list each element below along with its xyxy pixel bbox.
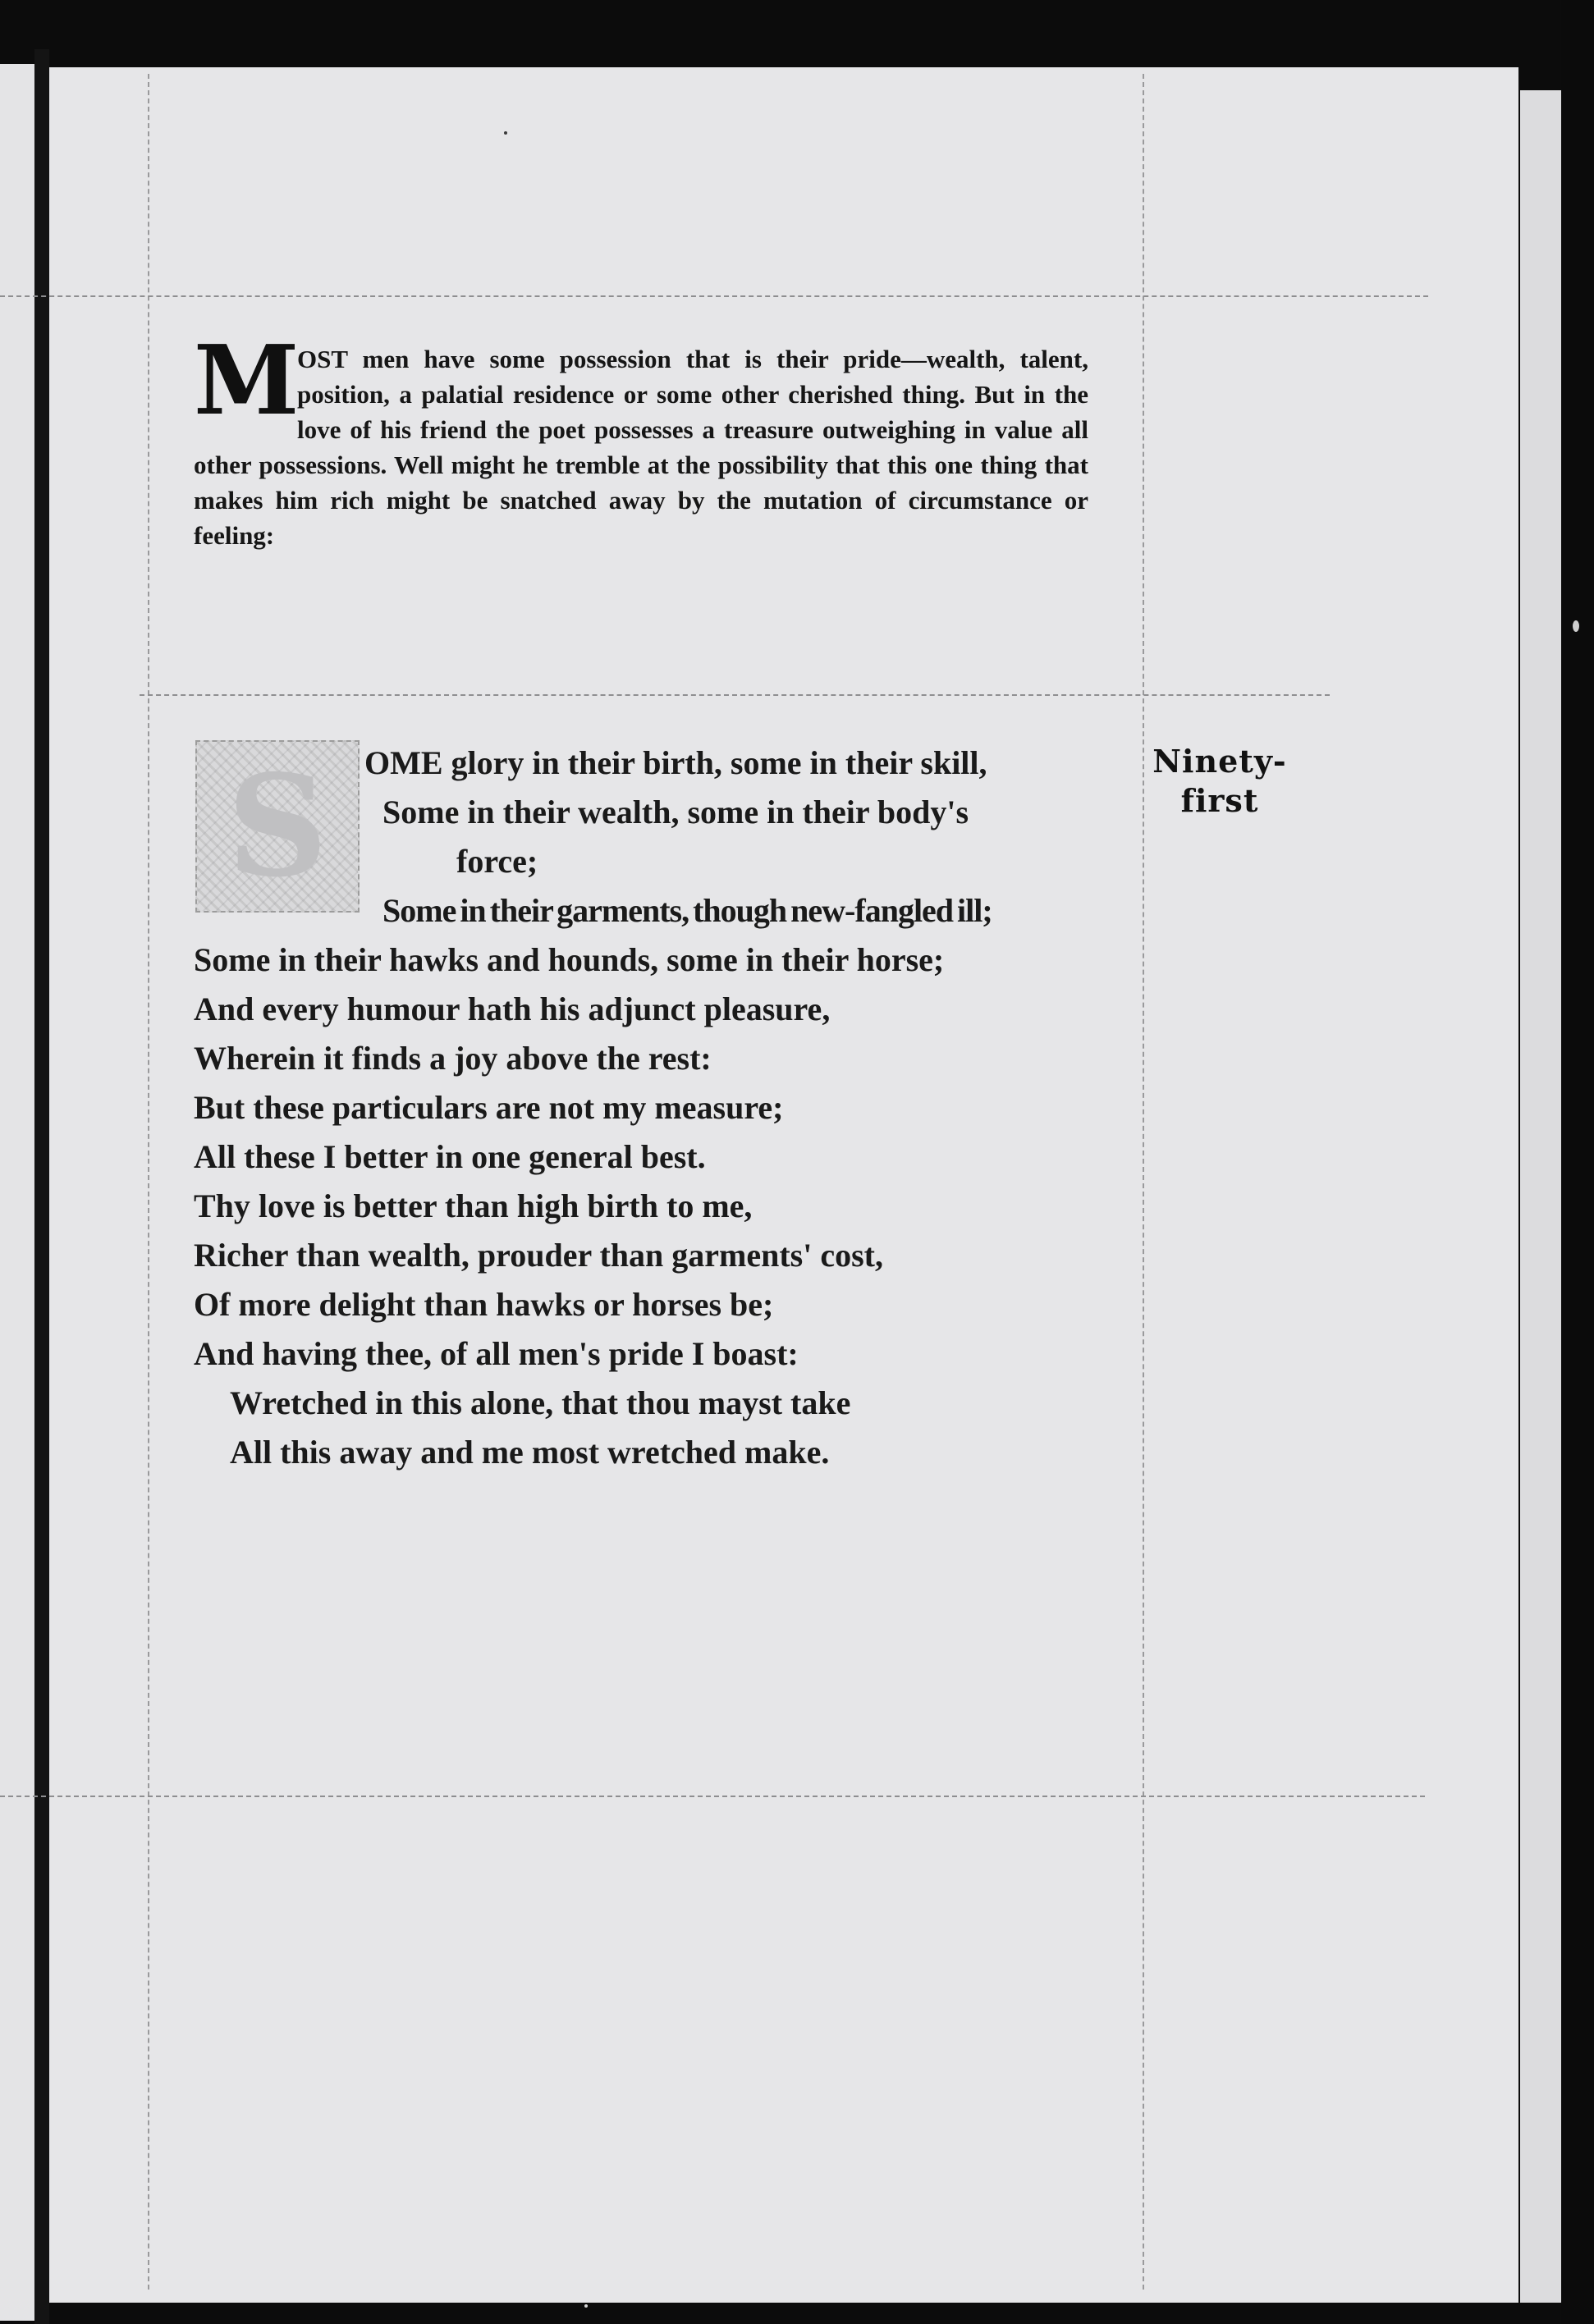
adjacent-page-edge	[0, 64, 34, 2321]
sonnet-line	[194, 1132, 1113, 1182]
scan-background-right	[1561, 0, 1594, 2324]
sonnet-line-text: And having thee, of all men's pride I boast:	[194, 1335, 799, 1372]
sonnet-line	[194, 1428, 1113, 1477]
sonnet-line	[194, 1231, 1113, 1280]
sonnet-line	[194, 936, 1113, 985]
page-stack-edge	[1520, 90, 1561, 2306]
sonnet-line	[194, 739, 1113, 788]
guide-line-bottom	[0, 1796, 1425, 1797]
sonnet-number-heading	[1146, 742, 1294, 821]
sonnet-number-line2: first	[1180, 782, 1259, 819]
sonnet-line-text: Wretched in this alone, that thou mayst take	[230, 1384, 851, 1421]
guide-line-right	[1143, 74, 1144, 2290]
sonnet-line-text: And every humour hath his adjunct pleasure,	[194, 990, 831, 1027]
sonnet-line	[194, 1379, 1113, 1428]
sonnet-line-text: Some in their hawks and hounds, some in their horse;	[194, 941, 945, 978]
sonnet-line-text: All this away and me most wretched make.	[230, 1434, 830, 1471]
paper-mark	[504, 131, 507, 135]
sonnet-line-text: All these I better in one general best.	[194, 1138, 706, 1175]
sonnet-line	[194, 788, 1113, 837]
sonnet-line-text: But these particulars are not my measure;	[194, 1089, 784, 1126]
sonnet-drop-letter: S	[227, 744, 328, 908]
sonnet-line-text: Some in their wealth, some in their body's	[382, 794, 969, 830]
sonnet-line	[194, 1280, 1113, 1329]
guide-line-left	[148, 74, 149, 2290]
sonnet-body	[194, 739, 1113, 1477]
sonnet-line-text: Richer than wealth, prouder than garments' cost,	[194, 1237, 883, 1274]
guide-line-middle	[140, 694, 1330, 696]
sonnet-line	[194, 837, 1113, 886]
sonnet-line	[194, 1329, 1113, 1379]
sonnet-line-text: force;	[456, 843, 538, 880]
intro-text: OST men have some possession that is their pride—wealth, talent, position, a palatial residence or some other cherished thing. But in the love of his friend the poet possesses a treasure outweighing in value all other possessions. Well might he tremble at the possibility that this one thing that makes him rich might be snatched away by the mutation of circumstance or feeling:	[194, 345, 1088, 550]
sonnet-line	[194, 1034, 1113, 1083]
sonnet-line	[194, 1182, 1113, 1231]
sonnet-number-line1: Ninety-	[1152, 743, 1287, 780]
paper-mark	[584, 2304, 588, 2308]
intro-drop-cap: M	[194, 325, 300, 437]
sonnet-line-text: OME glory in their birth, some in their skill,	[364, 744, 987, 781]
guide-line-top	[0, 295, 1428, 297]
page-gutter	[34, 49, 49, 2324]
sonnet-line-text: Some in their garments, though new-fangled ill;	[382, 892, 992, 929]
sonnet-line-text: Of more delight than hawks or horses be;	[194, 1286, 774, 1323]
sonnet-line-text: Thy love is better than high birth to me,	[194, 1187, 753, 1224]
sonnet-line	[194, 1083, 1113, 1132]
sonnet-line	[194, 985, 1113, 1034]
paper-mark	[1573, 620, 1579, 632]
intro-paragraph	[194, 325, 1088, 553]
sonnet-line-text: Wherein it finds a joy above the rest:	[194, 1040, 712, 1077]
sonnet-line	[194, 886, 1113, 936]
scan-background-bottom	[49, 2303, 1561, 2324]
